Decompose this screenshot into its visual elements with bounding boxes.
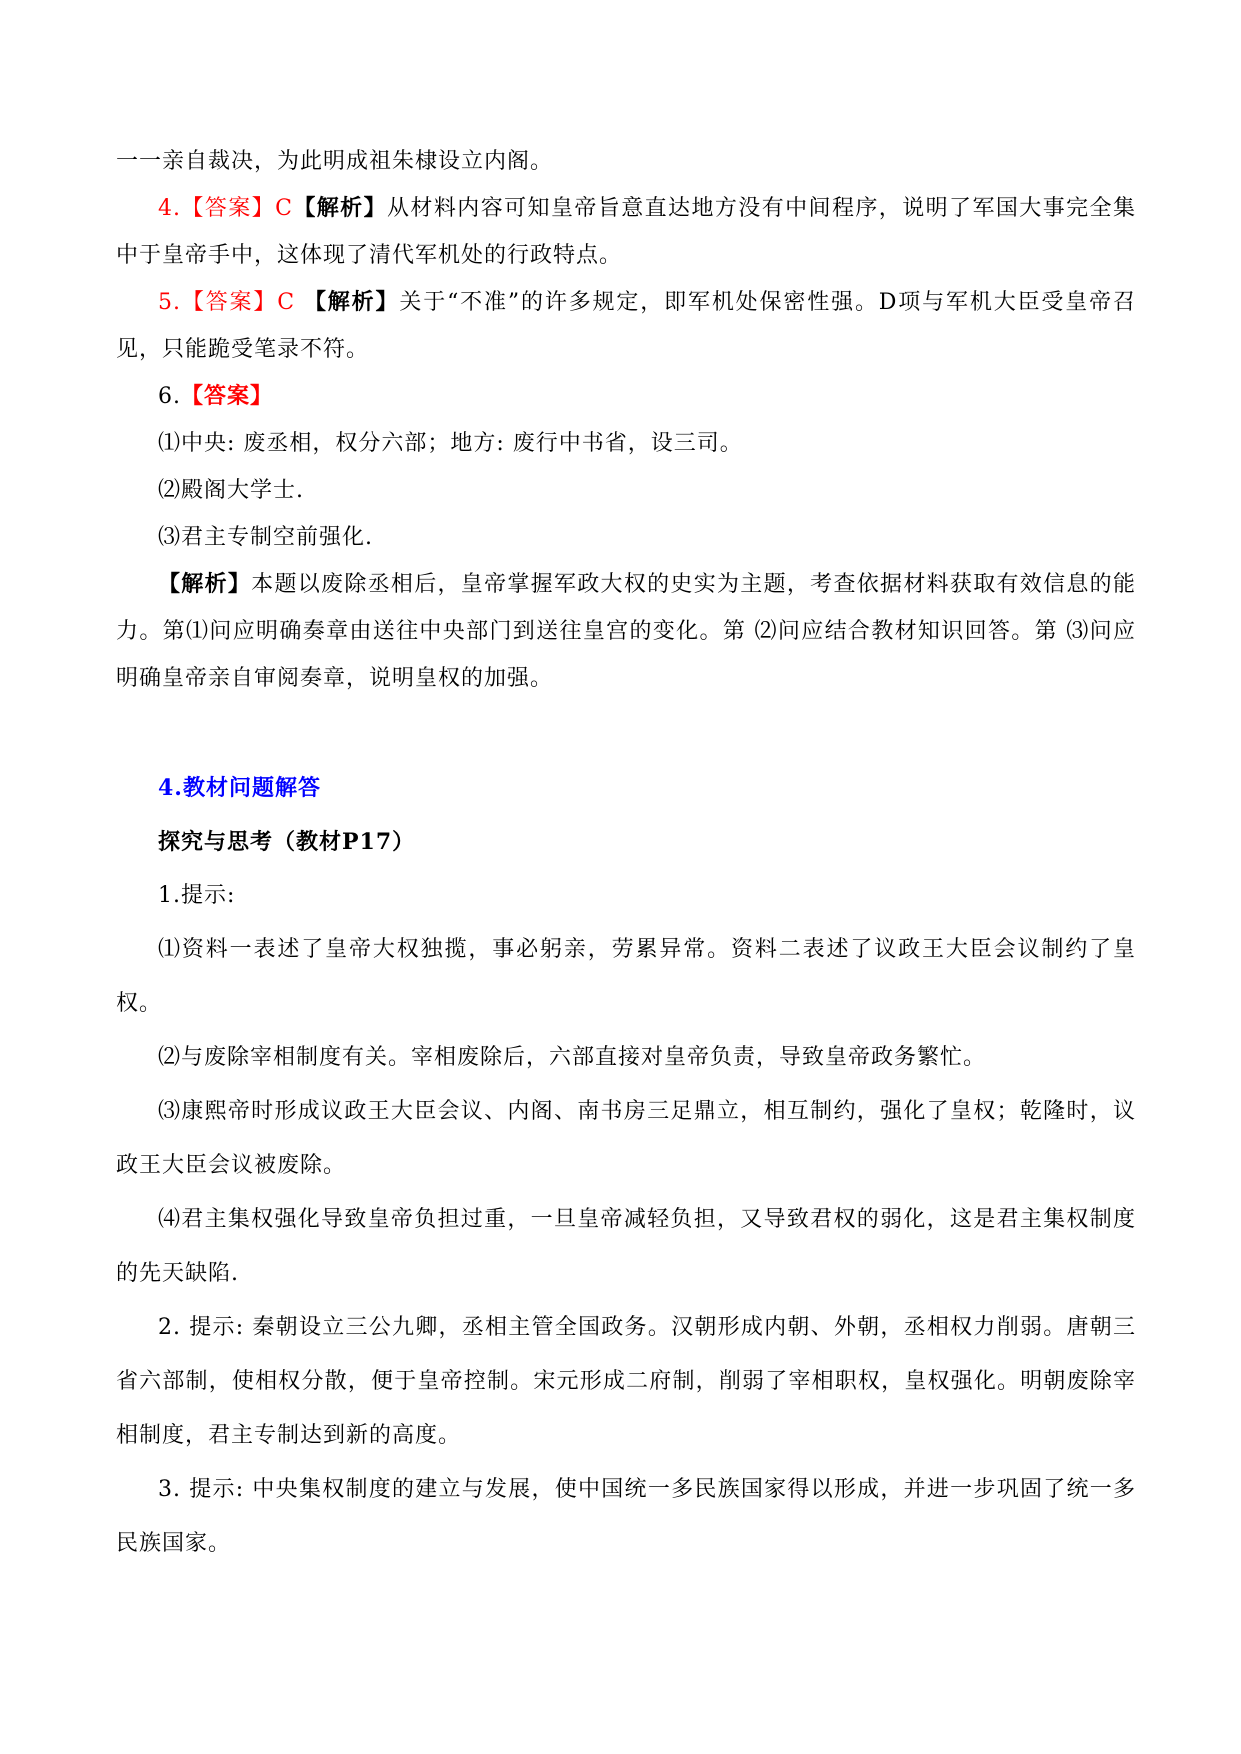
question-1-part-2: ⑵与废除宰相制度有关。宰相废除后，六部直接对皇帝负责，导致皇帝政务繁忙。 xyxy=(158,1045,987,1070)
question-2-hint: 2. 提示: 秦朝设立三公九卿，丞相主管全国政务。汉朝形成内朝、外朝，丞相权力削弱。唐朝三省六部制，使相权分散，便于皇帝控制。宋元形成二府制，削弱了宰相职权，皇权强化。明朝废除宰相制度，君主专制达到新的高度。 xyxy=(116,1315,1136,1448)
answer-label: 4.【答案】C xyxy=(158,196,293,221)
analysis-text: 本题以废除丞相后，皇帝掌握军政大权的史实为主题，考查依据材料获取有效信息的能力。第⑴问应明确奏章由送往中央部门到送往皇宫的变化。第 ⑵问应结合教材知识回答。第 ⑶问应明确皇帝亲自审阅奏章，说明皇权的加强。 xyxy=(116,572,1136,691)
answer-item-5 xyxy=(116,279,1136,373)
continuation-paragraph: 一一亲自裁决，为此明成祖朱棣设立内阁。 xyxy=(116,149,554,174)
question-1-label: 1.提示: xyxy=(158,883,236,908)
answer-section xyxy=(116,138,1136,702)
analysis-tag: 【解析】 xyxy=(292,195,388,221)
section-subheading: 探究与思考（教材P17） xyxy=(158,829,416,855)
answer-label: 5.【答案】C xyxy=(158,290,304,315)
answer-explanation: 关于“不准”的许多规定，即军机处保密性强。D项与军机大臣受皇帝召见，只能跪受笔录不符。 xyxy=(116,290,1136,362)
answer-number: 6. xyxy=(158,384,181,409)
answer-6-part-1: ⑴中央: 废丞相，权分六部；地方: 废行中书省，设三司。 xyxy=(158,431,743,456)
answer-item-6 xyxy=(116,373,1136,420)
analysis-tag: 【解析】 xyxy=(158,571,252,597)
answer-6-part-2: ⑵殿阁大学士. xyxy=(158,478,304,503)
section-heading: 4.教材问题解答 xyxy=(158,775,321,801)
answer-explanation: 从材料内容可知皇帝旨意直达地方没有中间程序，说明了军国大事完全集中于皇帝手中，这体现了清代军机处的行政特点。 xyxy=(116,196,1136,268)
textbook-section xyxy=(116,761,1136,1571)
answer-item-4 xyxy=(116,185,1136,279)
question-1-part-4: ⑷君主集权强化导致皇帝负担过重，一旦皇帝减轻负担，又导致君权的弱化，这是君主集权制度的先天缺陷. xyxy=(116,1207,1136,1286)
question-1-part-3: ⑶康熙帝时形成议政王大臣会议、内阁、南书房三足鼎立，相互制约，强化了皇权；乾隆时，议政王大臣会议被废除。 xyxy=(116,1099,1136,1178)
answer-6-analysis xyxy=(116,561,1136,702)
analysis-tag: 【解析】 xyxy=(303,289,400,315)
question-3-hint: 3. 提示: 中央集权制度的建立与发展，使中国统一多民族国家得以形成，并进一步巩固了统一多民族国家。 xyxy=(116,1477,1136,1556)
question-1-part-1: ⑴资料一表述了皇帝大权独揽，事必躬亲，劳累异常。资料二表述了议政王大臣会议制约了皇权。 xyxy=(116,937,1136,1016)
answer-6-part-3: ⑶君主专制空前强化. xyxy=(158,525,373,550)
answer-label: 【答案】 xyxy=(181,383,274,409)
